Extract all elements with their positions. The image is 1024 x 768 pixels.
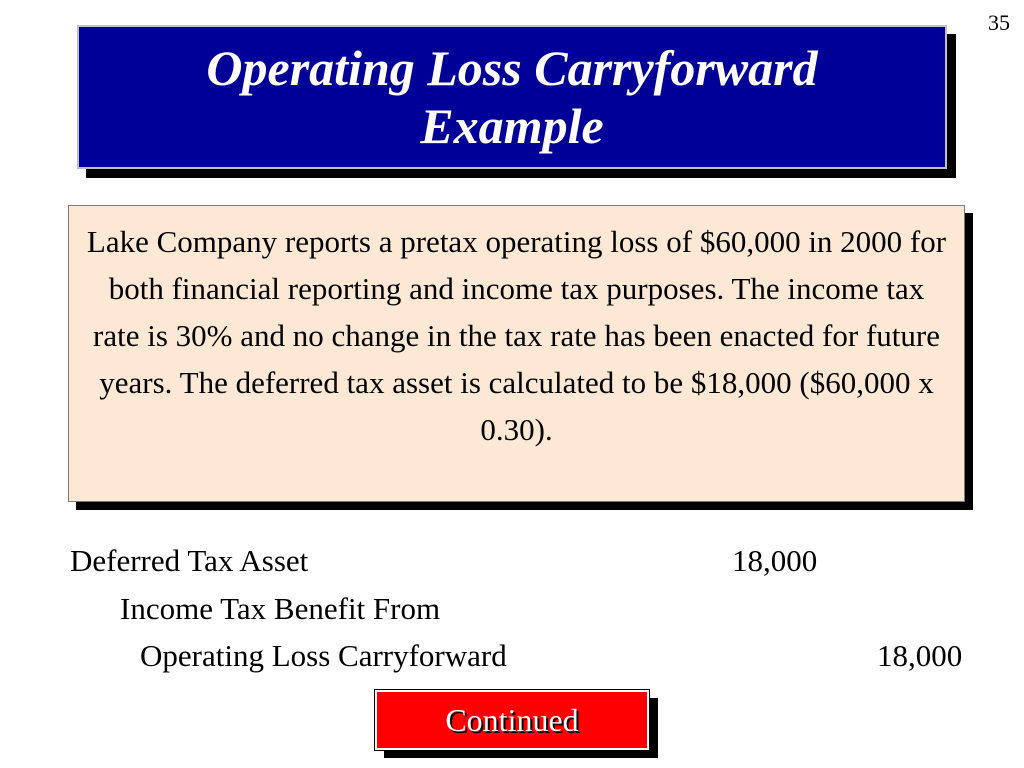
- description-box: [68, 205, 965, 502]
- continued-button-label: Continued: [445, 701, 579, 738]
- slide-number: 35: [988, 10, 1010, 35]
- continued-button[interactable]: [375, 690, 649, 750]
- debit-amount: 18,000: [732, 543, 818, 578]
- credit-amount: 18,000: [877, 638, 963, 673]
- page-title-line-2: Example: [420, 98, 604, 154]
- debit-account: Deferred Tax Asset: [70, 543, 309, 578]
- credit-account-line-2: Operating Loss Carryforward: [140, 638, 507, 673]
- description-text: Lake Company reports a pretax operating loss of $60,000 in 2000 for both financial reporting and income tax purposes. The income tax rate is 30% and no change in the tax rate has been enacted for future years. The deferred tax asset is calculated to be $18,000 ($60,000 x 0.30).: [86, 224, 947, 447]
- credit-account-line-1: Income Tax Benefit From: [120, 591, 441, 626]
- page-title-line-1: Operating Loss Carryforward: [206, 40, 818, 96]
- title-box: [77, 25, 947, 169]
